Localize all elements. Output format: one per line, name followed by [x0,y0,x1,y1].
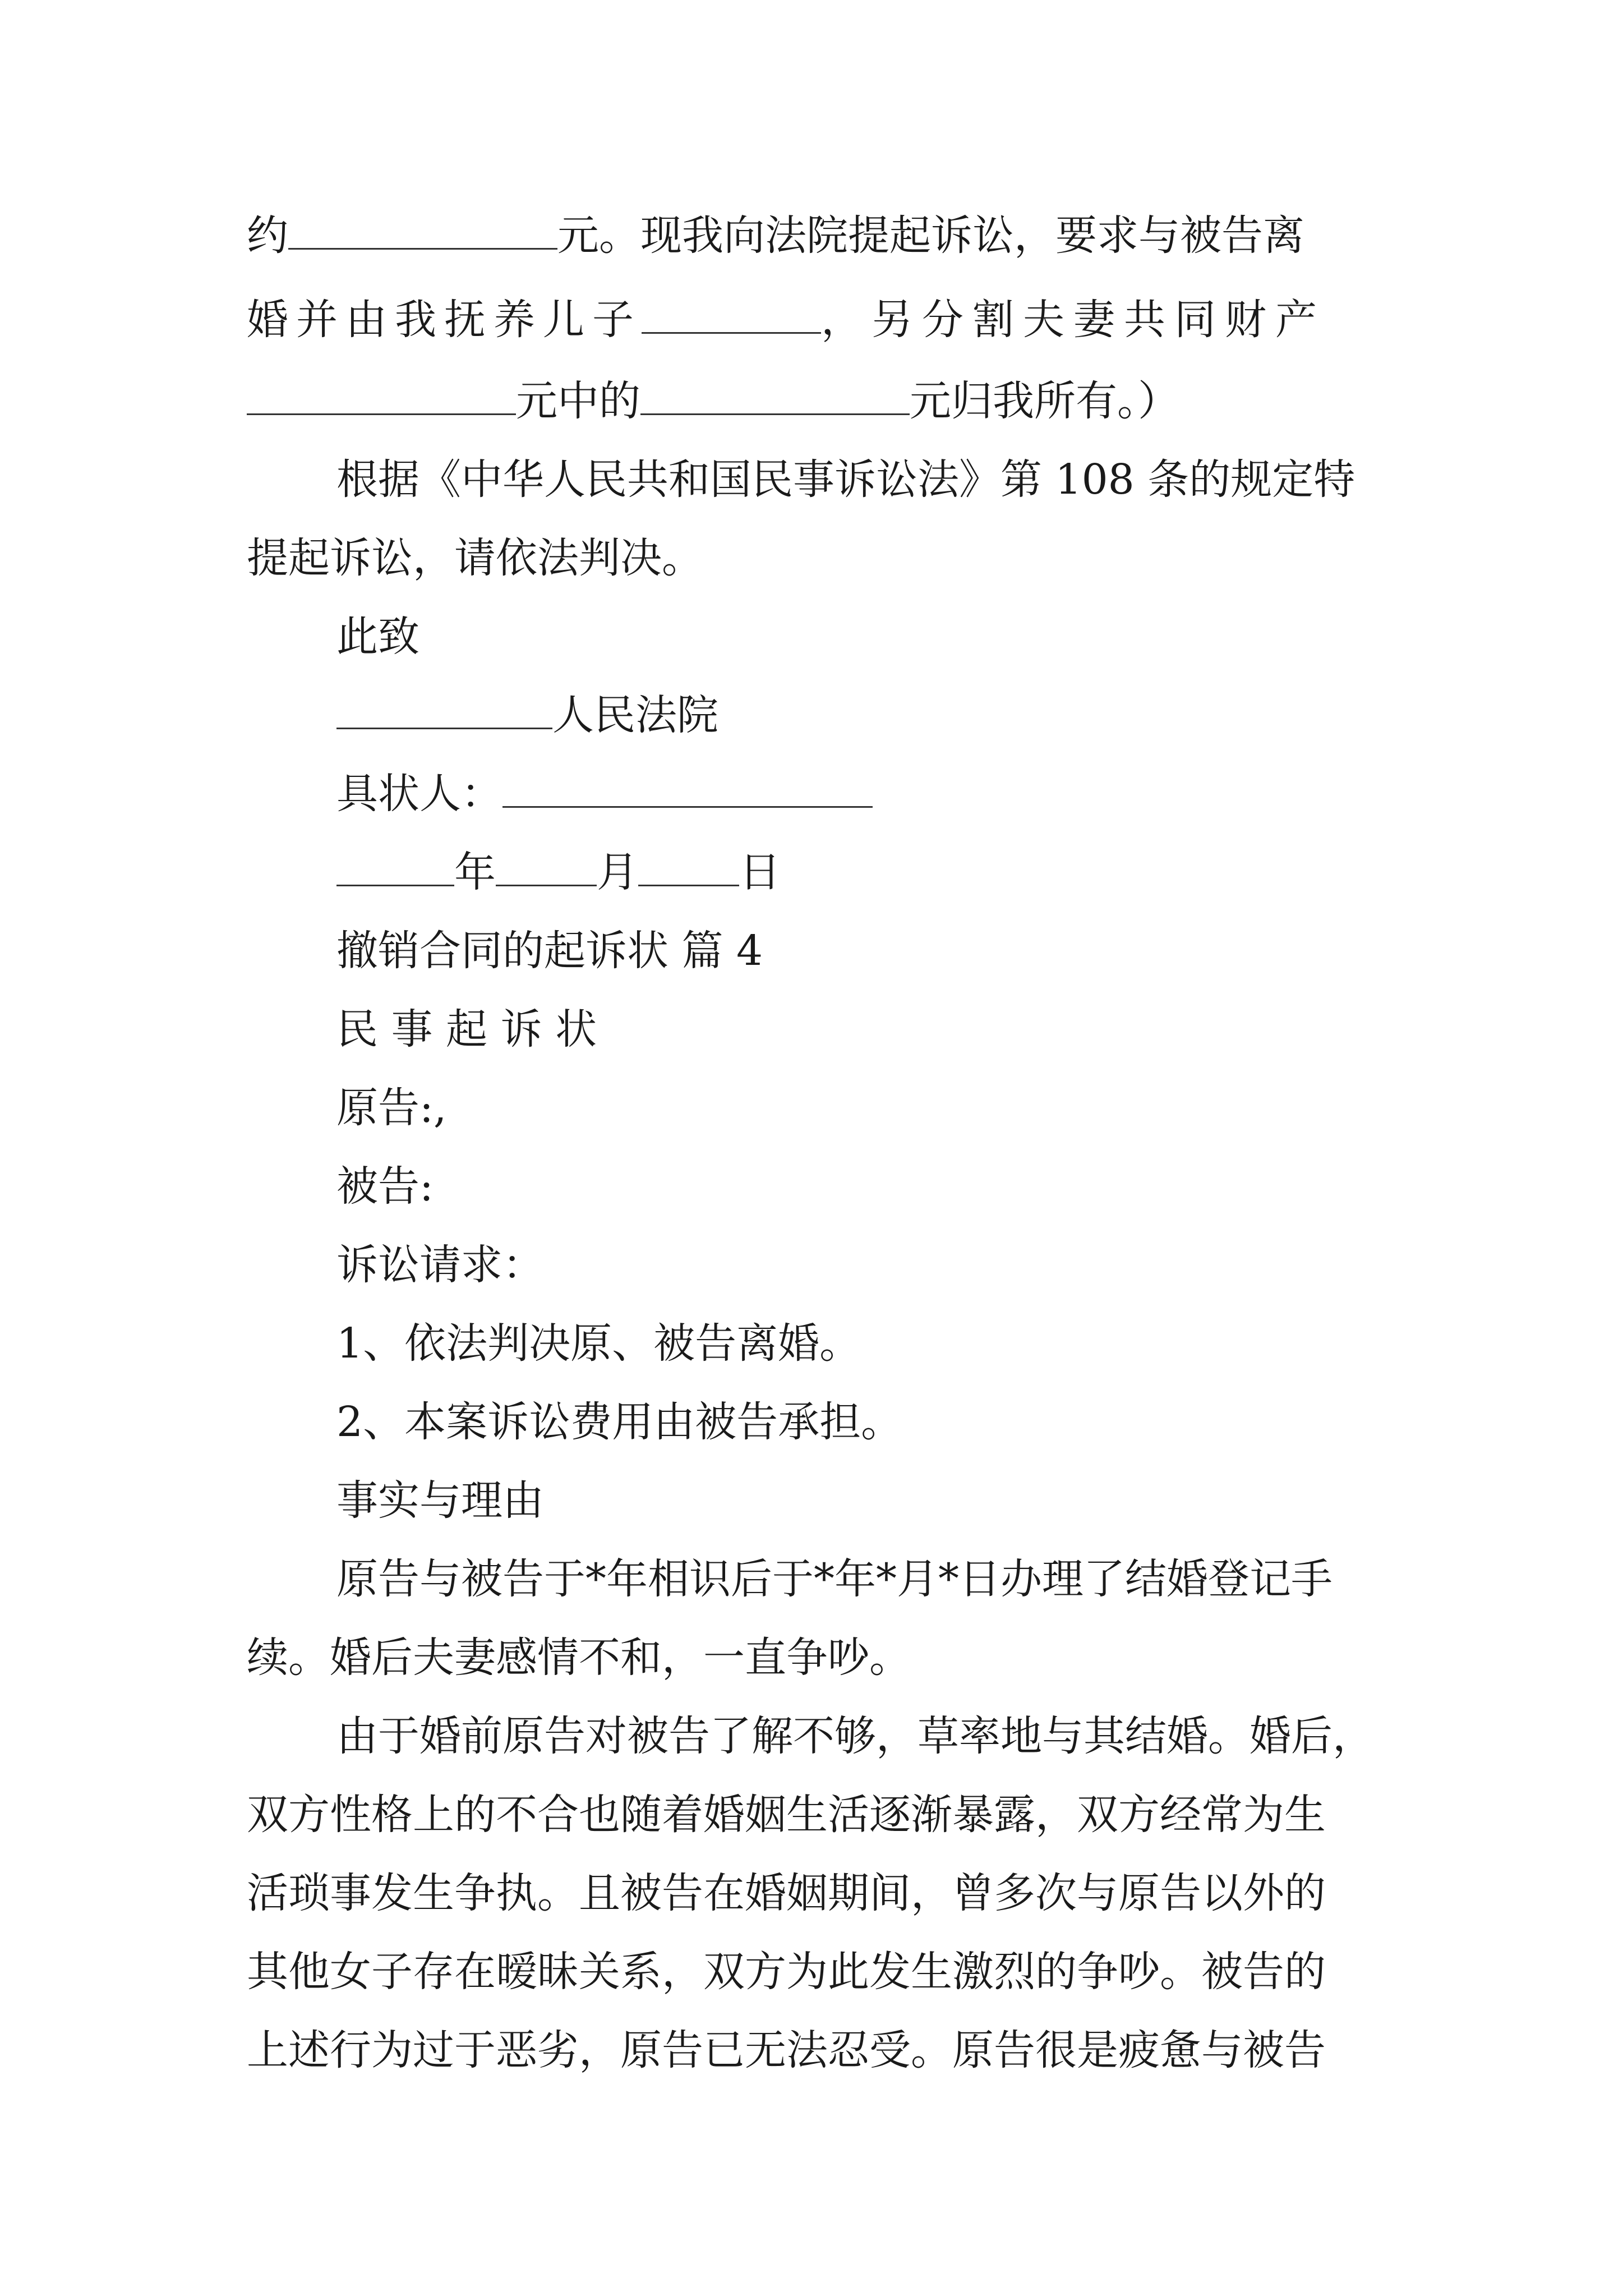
year-label: 年 [454,848,496,896]
month-blank [496,850,597,886]
day-blank [638,850,739,886]
facts-p2-line5: 上述行为过于恶劣，原告已无法忍受。原告很是疲惫与被告 [247,2026,1326,2074]
para2-line1: 根据《中华人民共和国民事诉讼法》第 108 条的规定特 [336,455,1355,504]
closing-court-line [247,687,1391,743]
para1-text: 元。现我向法院提起诉讼，要求与被告离 [557,211,1304,260]
para2-line2: 提起诉讼，请依法判决。 [247,534,703,582]
document-title: 民 事 起 诉 状 [336,1005,597,1053]
property-total-blank [247,379,516,415]
date-line [247,844,1391,900]
para1-text: 元归我所有。） [910,377,1179,425]
signer-label: 具状人： [336,770,502,818]
facts-p2-line3: 活琐事发生争执。且被告在婚姻期间，曾多次与原告以外的 [247,1869,1326,1917]
claim-item-1: 1、依法判决原、被告离婚。 [336,1319,861,1368]
document-page [247,0,1391,2296]
facts-p1-line1: 原告与被告于*年相识后于*年*月*日办理了结婚登记手 [336,1555,1332,1603]
para1-text: 元中的 [516,377,640,425]
property-share-blank [640,379,910,415]
para1-line3 [247,373,1391,429]
court-label: 人民法院 [552,691,718,739]
facts-p2-line2: 双方性格上的不合也随着婚姻生活逐渐暴露，双方经常为生 [247,1791,1326,1839]
claim-item-2: 2、本案诉讼费用由被告承担。 [336,1398,903,1446]
plaintiff-line: 原告:, [336,1084,447,1132]
claims-heading: 诉讼请求： [336,1241,544,1289]
facts-p2-line1: 由于婚前原告对被告了解不够，草率地与其结婚。婚后， [336,1712,1374,1760]
year-blank [336,850,454,886]
section-title: 撤销合同的起诉状 篇 4 [336,927,763,975]
para1-text: 婚并由我抚养儿子 [247,296,642,344]
month-label: 月 [597,848,638,896]
para1-line2 [247,292,1391,348]
defendant-line: 被告: [336,1162,434,1211]
signer-blank [502,771,873,808]
facts-heading: 事实与理由 [336,1476,544,1525]
para1-line1 [247,208,1391,264]
son-name-blank [642,297,821,334]
court-name-blank [336,693,552,729]
signer-line [247,766,1391,822]
amount-blank [288,213,557,250]
para1-text: 约 [247,211,288,260]
para1-text: ，另分割夫妻共同财产 [821,296,1326,344]
closing-greeting: 此致 [336,613,419,661]
day-label: 日 [739,848,781,896]
facts-p1-line2: 续。婚后夫妻感情不和，一直争吵。 [247,1634,911,1682]
facts-p2-line4: 其他女子存在暧昧关系，双方为此发生激烈的争吵。被告的 [247,1948,1326,1996]
